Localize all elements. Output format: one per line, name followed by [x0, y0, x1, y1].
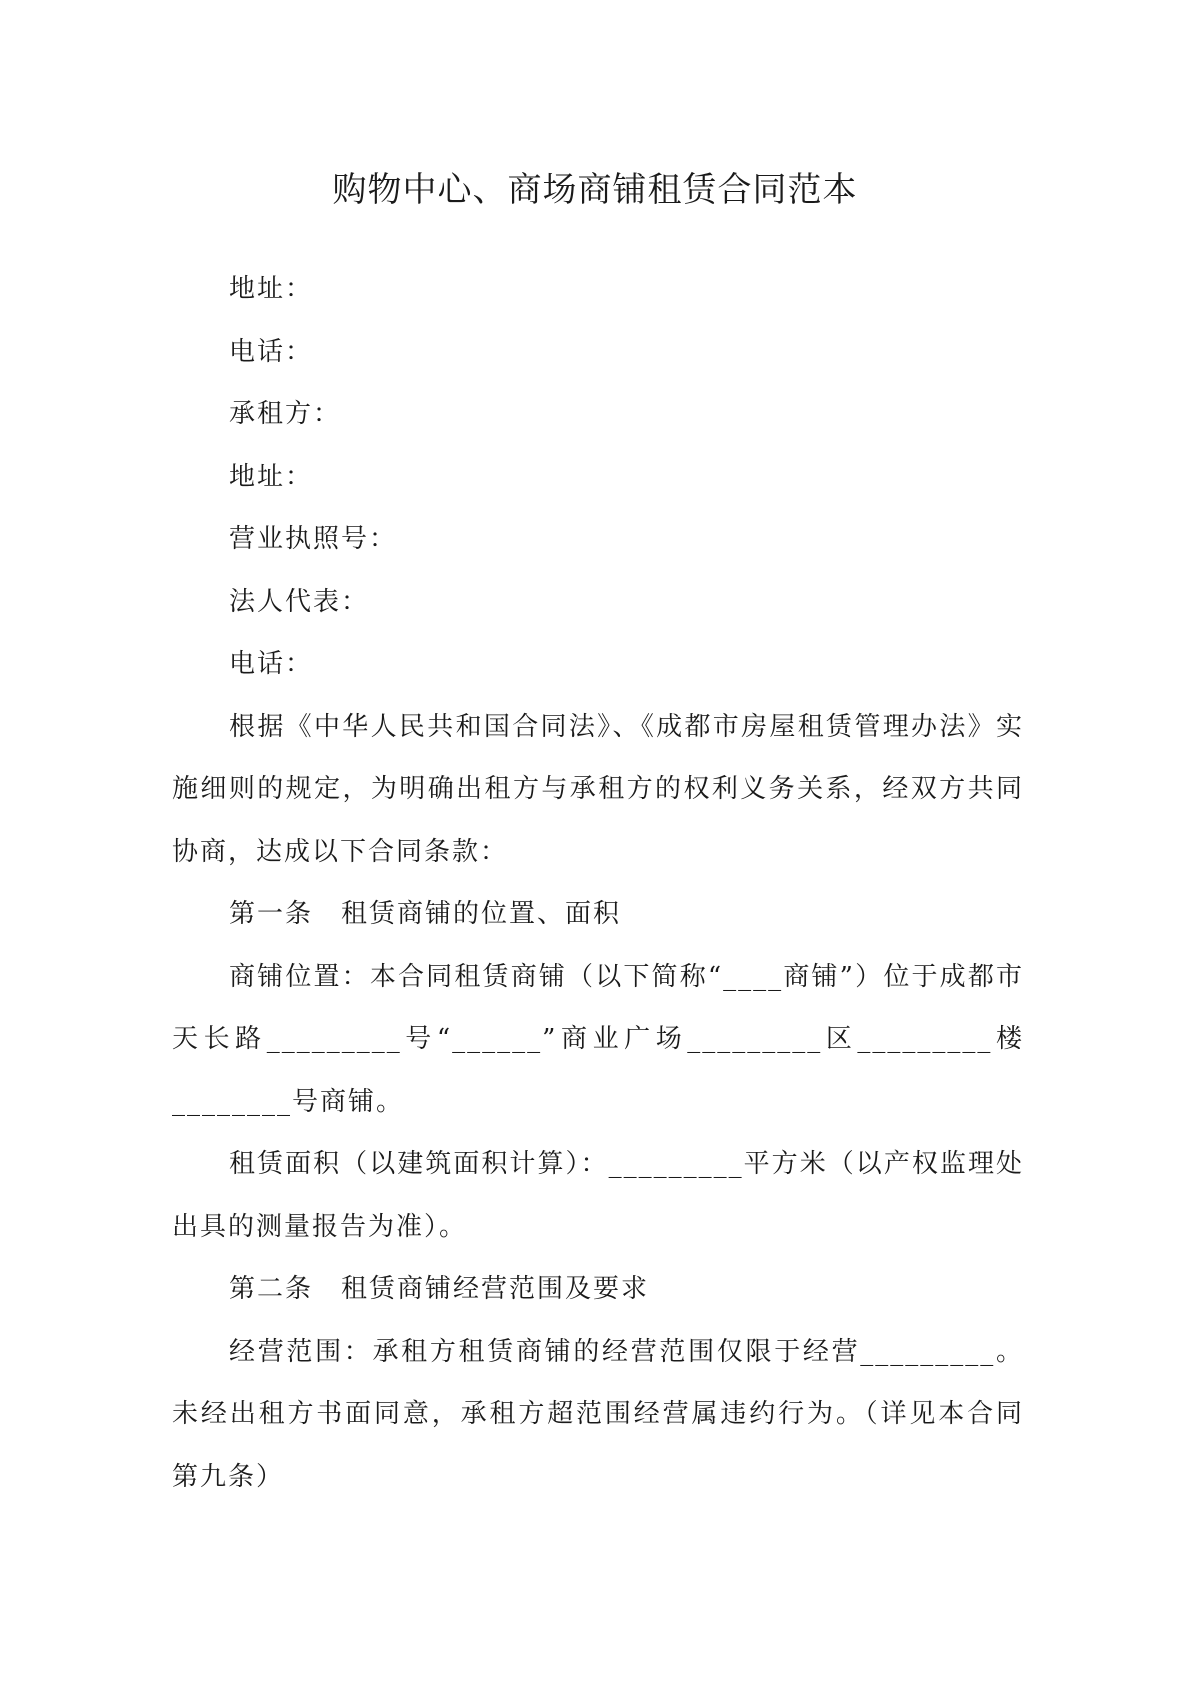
lessee-line: 承租方： [229, 399, 342, 429]
article-2-heading: 第二条 租赁商铺经营范围及要求 [229, 1274, 650, 1304]
document-body [172, 258, 1024, 1508]
business-license-line: 营业执照号： [229, 524, 398, 554]
lessee-phone-line: 电话： [229, 649, 314, 679]
lease-area-paragraph: 租赁面积（以建筑面积计算）：_________平方米（以产权监理处出具的测量报告为准）。 [172, 1149, 1024, 1242]
document-title: 购物中心、商场商铺租赁合同范本 [332, 170, 858, 210]
preamble-paragraph: 根据《中华人民共和国合同法》、《成都市房屋租赁管理办法》实施细则的规定，为明确出租方与承租方的权利义务关系，经双方共同协商，达成以下合同条款： [172, 711, 1024, 867]
lessee-address-line: 地址： [229, 461, 314, 492]
phone-line: 电话： [229, 336, 314, 367]
shop-location-paragraph: 商铺位置：本合同租赁商铺（以下简称“____商铺”）位于成都市天长路_________号“______”商业广场_________区_________楼________号商铺。 [172, 961, 1024, 1117]
business-scope-paragraph: 经营范围：承租方租赁商铺的经营范围仅限于经营_________。未经出租方书面同意，承租方超范围经营属违约行为。（详见本合同第九条） [172, 1336, 1024, 1492]
address-line: 地址： [229, 274, 314, 304]
article-1-heading: 第一条 租赁商铺的位置、面积 [229, 899, 622, 929]
legal-representative-line: 法人代表： [229, 586, 370, 617]
